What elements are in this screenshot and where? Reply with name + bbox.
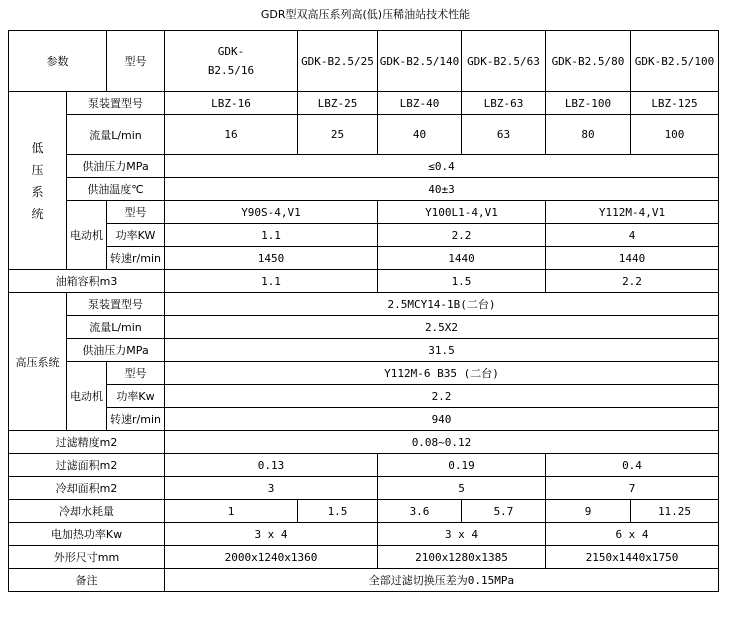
low-flow-label: 流量L/min [67, 115, 165, 155]
low-pressure-value: ≤0.4 [165, 155, 719, 178]
low-pump-label: 泵装置型号 [67, 92, 165, 115]
low-pump-1: LBZ-16 [165, 92, 298, 115]
tank-row [9, 270, 719, 293]
high-pressure-row [9, 339, 719, 362]
low-motor-speed-1: 1450 [165, 247, 378, 270]
low-flow-row [9, 115, 719, 155]
tank-value-1: 1.1 [165, 270, 378, 293]
high-pressure-label: 供油压力MPa [67, 339, 165, 362]
low-flow-1: 16 [165, 115, 298, 155]
header-model-5: GDK-B2.5/80 [546, 31, 631, 92]
filter-area-value-1: 0.13 [165, 454, 378, 477]
low-motor-model-row [9, 201, 719, 224]
high-pump-label: 泵装置型号 [67, 293, 165, 316]
cooling-area-value-3: 7 [546, 477, 719, 500]
low-motor-speed-3: 1440 [546, 247, 719, 270]
table-title: GDR型双高压系列高(低)压稀油站技术性能 [260, 8, 471, 21]
filter-precision-row [9, 431, 719, 454]
high-section-label: 高压系统 [9, 293, 67, 431]
low-section-label [9, 92, 67, 270]
note-label: 备注 [9, 569, 165, 592]
filter-area-row [9, 454, 719, 477]
high-pressure-value: 31.5 [165, 339, 719, 362]
note-row [9, 569, 719, 592]
low-motor-speed-2: 1440 [378, 247, 546, 270]
filter-precision-label: 过滤精度m2 [9, 431, 165, 454]
low-motor-power-1: 1.1 [165, 224, 378, 247]
header-model-1-text: GDK-B2.5/16 [207, 45, 255, 77]
size-value-1: 2000x1240x1360 [165, 546, 378, 569]
low-pump-3: LBZ-40 [378, 92, 462, 115]
high-motor-power-label: 功率Kw [107, 385, 165, 408]
header-param: 参数 [9, 31, 107, 92]
cooling-water-value-4: 5.7 [462, 500, 546, 523]
tank-label: 油箱容积m3 [9, 270, 165, 293]
filter-precision-value: 0.08~0.12 [165, 431, 719, 454]
low-motor-model-3: Y112M-4,V1 [546, 201, 719, 224]
note-value: 全部过滤切换压差为0.15MPa [165, 569, 719, 592]
high-motor-model-row [9, 362, 719, 385]
high-motor-power-row [9, 385, 719, 408]
header-model-6: GDK-B2.5/100 [631, 31, 719, 92]
low-flow-3: 40 [378, 115, 462, 155]
filter-area-label: 过滤面积m2 [9, 454, 165, 477]
heater-label: 电加热功率Kw [9, 523, 165, 546]
high-motor-speed-value: 940 [165, 408, 719, 431]
low-pump-6: LBZ-125 [631, 92, 719, 115]
low-motor-speed-row [9, 247, 719, 270]
low-motor-power-label: 功率KW [107, 224, 165, 247]
cooling-water-value-5: 9 [546, 500, 631, 523]
low-motor-model-1: Y90S-4,V1 [165, 201, 378, 224]
low-pump-4: LBZ-63 [462, 92, 546, 115]
low-pump-2: LBZ-25 [298, 92, 378, 115]
high-motor-label: 电动机 [67, 362, 107, 431]
cooling-area-row [9, 477, 719, 500]
cooling-water-value-1: 1 [165, 500, 298, 523]
high-flow-value: 2.5X2 [165, 316, 719, 339]
low-pressure-row [9, 155, 719, 178]
low-temp-value: 40±3 [165, 178, 719, 201]
cooling-water-value-2: 1.5 [298, 500, 378, 523]
high-motor-power-value: 2.2 [165, 385, 719, 408]
size-label: 外形尺寸mm [9, 546, 165, 569]
spec-table [8, 30, 719, 592]
cooling-area-label: 冷却面积m2 [9, 477, 165, 500]
low-motor-speed-label: 转速r/min [107, 247, 165, 270]
low-flow-2: 25 [298, 115, 378, 155]
cooling-area-value-1: 3 [165, 477, 378, 500]
filter-area-value-3: 0.4 [546, 454, 719, 477]
size-row [9, 546, 719, 569]
low-temp-row [9, 178, 719, 201]
low-flow-4: 63 [462, 115, 546, 155]
tank-value-3: 2.2 [546, 270, 719, 293]
cooling-water-value-6: 11.25 [631, 500, 719, 523]
low-pump-5: LBZ-100 [546, 92, 631, 115]
high-pump-value: 2.5MCY14-1B(二台) [165, 293, 719, 316]
high-motor-speed-row [9, 408, 719, 431]
header-model: 型号 [107, 31, 165, 92]
low-temp-label: 供油温度℃ [67, 178, 165, 201]
cooling-area-value-2: 5 [378, 477, 546, 500]
low-motor-model-label: 型号 [107, 201, 165, 224]
low-pressure-label: 供油压力MPa [67, 155, 165, 178]
cooling-water-label: 冷却水耗量 [9, 500, 165, 523]
header-model-3: GDK-B2.5/140 [378, 31, 462, 92]
header-model-2: GDK-B2.5/25 [298, 31, 378, 92]
tank-value-2: 1.5 [378, 270, 546, 293]
high-motor-model-label: 型号 [107, 362, 165, 385]
header-model-4: GDK-B2.5/63 [462, 31, 546, 92]
low-motor-model-2: Y100L1-4,V1 [378, 201, 546, 224]
heater-value-2: 3 x 4 [378, 523, 546, 546]
heater-value-3: 6 x 4 [546, 523, 719, 546]
high-flow-label: 流量L/min [67, 316, 165, 339]
low-motor-power-2: 2.2 [378, 224, 546, 247]
high-flow-row [9, 316, 719, 339]
cooling-water-row [9, 500, 719, 523]
low-flow-6: 100 [631, 115, 719, 155]
low-pump-row [9, 92, 719, 115]
size-value-3: 2150x1440x1750 [546, 546, 719, 569]
low-motor-label: 电动机 [67, 201, 107, 270]
high-pump-row [9, 293, 719, 316]
heater-value-1: 3 x 4 [165, 523, 378, 546]
high-motor-speed-label: 转速r/min [107, 408, 165, 431]
size-value-2: 2100x1280x1385 [378, 546, 546, 569]
high-motor-model-value: Y112M-6 B35 (二台) [165, 362, 719, 385]
low-motor-power-3: 4 [546, 224, 719, 247]
filter-area-value-2: 0.19 [378, 454, 546, 477]
header-model-1 [165, 31, 298, 92]
cooling-water-value-3: 3.6 [378, 500, 462, 523]
low-flow-5: 80 [546, 115, 631, 155]
low-section-text: 低压系统 [31, 140, 44, 221]
low-motor-power-row [9, 224, 719, 247]
header-row [9, 31, 719, 92]
heater-row [9, 523, 719, 546]
